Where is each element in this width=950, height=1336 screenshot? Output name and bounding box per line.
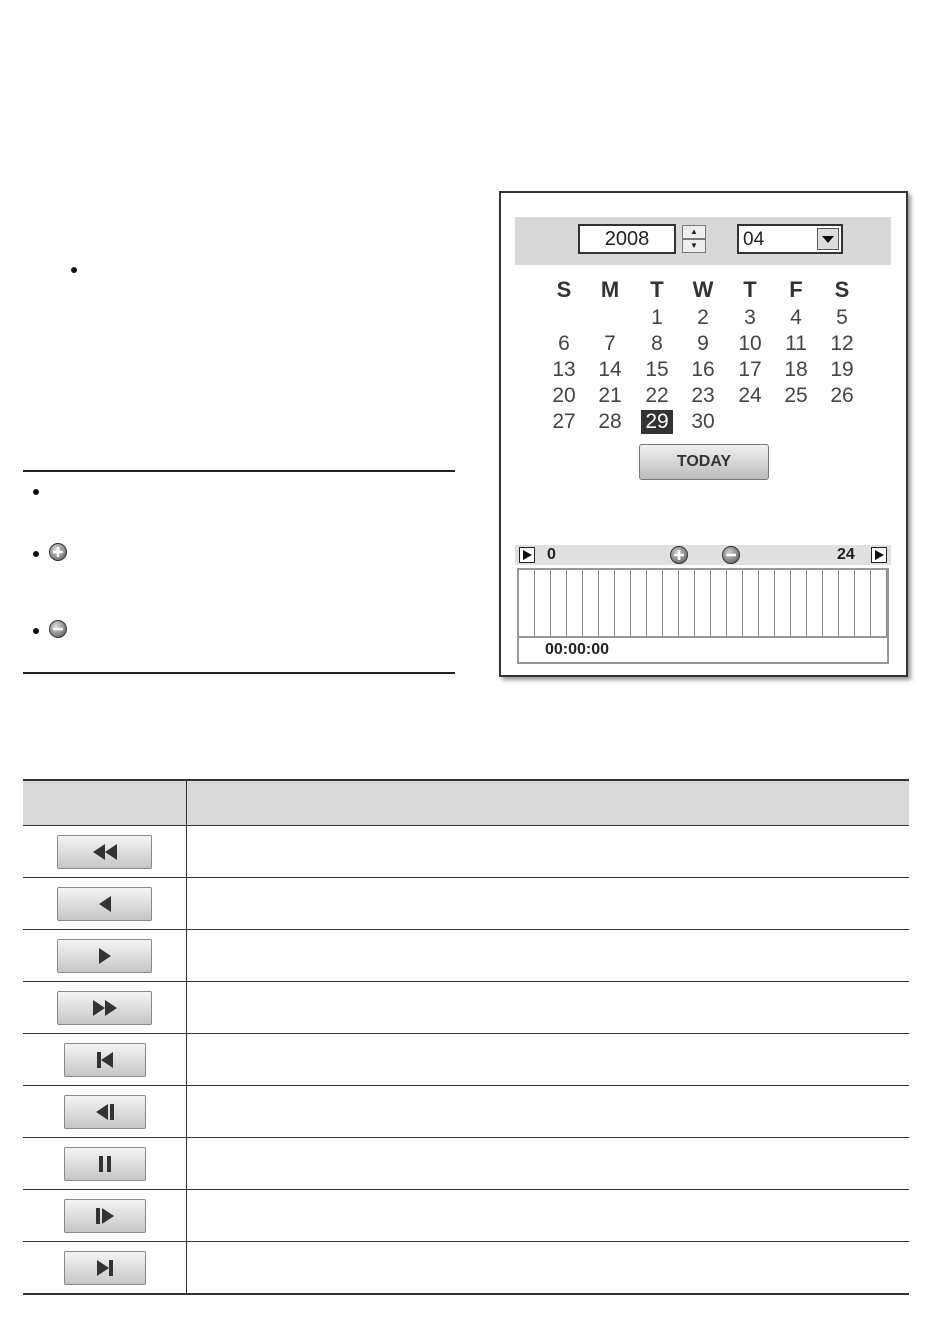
table-row (23, 982, 909, 1034)
skip-to-start-button[interactable] (64, 1043, 146, 1077)
reverse-play-button[interactable] (57, 887, 152, 921)
calendar-day[interactable]: 19 (830, 358, 854, 381)
chevron-down-icon[interactable] (817, 228, 839, 250)
note-bullet-2 (33, 551, 39, 557)
notes-bottom-rule (23, 672, 455, 674)
zoom-out-icon (49, 620, 67, 638)
fast-forward-button[interactable] (57, 991, 152, 1025)
calendar-day[interactable]: 16 (691, 358, 715, 381)
calendar-day[interactable]: 12 (830, 332, 854, 355)
step-forward-button[interactable] (64, 1199, 146, 1233)
calendar-day[interactable]: 2 (697, 306, 709, 329)
calendar-day[interactable]: 6 (558, 332, 570, 355)
table-row (23, 1138, 909, 1190)
calendar-day[interactable]: 8 (651, 332, 663, 355)
table-header (23, 779, 909, 826)
month-select[interactable] (737, 224, 843, 254)
spin-up-icon[interactable]: ▲ (682, 225, 706, 239)
skip-to-end-button[interactable] (64, 1251, 146, 1285)
table-row (23, 1034, 909, 1086)
month-value: 04 (743, 229, 765, 250)
weekday-label: T (743, 277, 757, 302)
timeline-prev-button[interactable] (519, 547, 535, 563)
table-row (23, 878, 909, 930)
calendar-day[interactable]: 10 (738, 332, 762, 355)
weekday-label: S (834, 277, 850, 302)
calendar-day[interactable]: 30 (691, 410, 715, 433)
calendar-day[interactable]: 5 (836, 306, 848, 329)
play-button[interactable] (57, 939, 152, 973)
table-row (23, 1190, 909, 1242)
calendar-day[interactable]: 9 (697, 332, 709, 355)
calendar-day[interactable]: 26 (830, 384, 854, 407)
today-button[interactable]: TODAY (639, 444, 769, 480)
fast-rewind-button[interactable] (57, 835, 152, 869)
weekday-label: W (692, 277, 714, 302)
weekday-label: F (789, 277, 803, 302)
table-row (23, 1242, 909, 1295)
calendar-day[interactable]: 21 (598, 384, 622, 407)
table-row (23, 826, 909, 878)
year-input[interactable]: 2008 (578, 224, 676, 254)
calendar-day[interactable]: 27 (552, 410, 576, 433)
calendar-day-selected[interactable]: 29 (641, 410, 673, 434)
year-spinner[interactable] (682, 225, 706, 255)
timeline-start-label: 0 (547, 546, 556, 563)
timeline-toolbar (515, 545, 891, 565)
timeline-time-label: 00:00:00 (545, 641, 610, 658)
note-bullet-1 (33, 489, 39, 495)
search-calendar-panel (499, 191, 908, 677)
calendar-day[interactable]: 13 (552, 358, 576, 381)
calendar-day[interactable]: 18 (784, 358, 808, 381)
notes-top-rule (23, 470, 455, 472)
timeline-time-bar (517, 638, 889, 664)
timeline-end-label: 24 (837, 546, 855, 563)
zoom-in-icon[interactable] (670, 546, 688, 564)
calendar-header (515, 217, 891, 265)
calendar-day[interactable]: 1 (651, 306, 663, 329)
calendar-day[interactable]: 23 (691, 384, 715, 407)
step-back-button[interactable] (64, 1095, 146, 1129)
zoom-in-icon (49, 543, 67, 561)
calendar-day[interactable]: 22 (645, 384, 669, 407)
calendar-day[interactable]: 7 (604, 332, 616, 355)
weekday-label: S (556, 277, 572, 302)
calendar-day[interactable]: 11 (785, 332, 807, 355)
calendar-day[interactable]: 28 (598, 410, 622, 433)
calendar-day[interactable]: 20 (552, 384, 576, 407)
note-bullet-3 (33, 628, 39, 634)
calendar-day[interactable]: 15 (645, 358, 669, 381)
calendar-day[interactable]: 25 (784, 384, 808, 407)
control-buttons-table (23, 779, 909, 1295)
spin-down-icon[interactable]: ▼ (682, 239, 706, 253)
calendar-day[interactable]: 3 (744, 306, 756, 329)
calendar-day[interactable]: 14 (598, 358, 622, 381)
calendar-day[interactable]: 24 (738, 384, 762, 407)
timeline-grid[interactable] (517, 568, 889, 638)
intro-bullet (71, 267, 77, 273)
table-row (23, 1086, 909, 1138)
pause-button[interactable] (64, 1147, 146, 1181)
timeline-next-button[interactable] (871, 547, 887, 563)
table-row (23, 930, 909, 982)
weekday-label: M (600, 277, 620, 302)
calendar-day[interactable]: 4 (790, 306, 802, 329)
zoom-out-icon[interactable] (722, 546, 740, 564)
weekday-label: T (650, 277, 664, 302)
calendar-day[interactable]: 17 (738, 358, 762, 381)
